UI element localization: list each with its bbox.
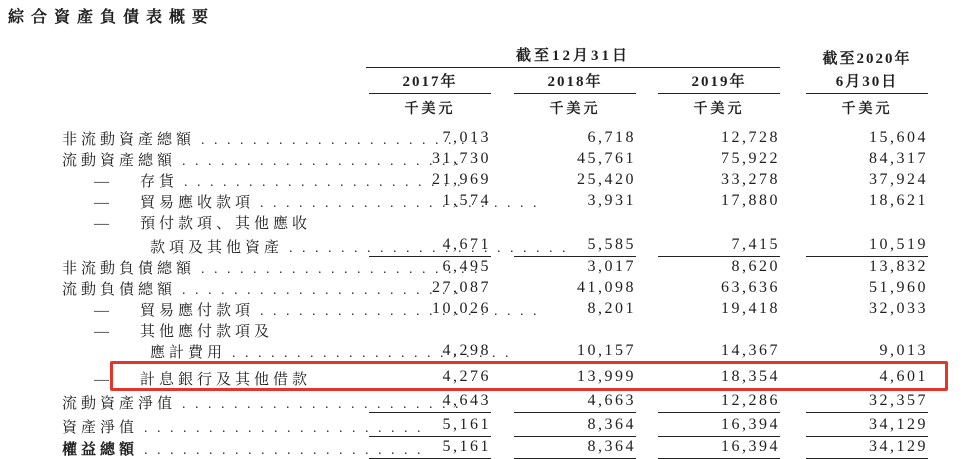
row-label: 其他應付款項及 <box>140 324 274 340</box>
header-row-group <box>0 44 928 68</box>
col-header-2020-line1: 截至2020年 <box>822 51 912 67</box>
cell-value: 10,026 <box>432 300 491 317</box>
dash-marker: — <box>94 372 109 388</box>
col-header-group-dec31: 截至12月31日 <box>366 44 780 68</box>
cell-value: 6,495 <box>442 258 491 275</box>
cell-value: 4,601 <box>806 368 928 389</box>
cell-value: 63,636 <box>721 279 781 296</box>
cell-value: 16,394 <box>658 416 780 437</box>
cell-value: 4,643 <box>369 392 491 413</box>
row-label: 貿易應付款項 <box>140 303 255 319</box>
row-label: 計息銀行及其他借款 <box>140 372 312 388</box>
cell-value: 27,087 <box>432 279 491 296</box>
cell-value: 18,621 <box>869 192 929 209</box>
table-row <box>0 341 928 362</box>
cell-value: 41,098 <box>577 279 636 296</box>
row-label: 非流動負債總額 <box>62 261 196 277</box>
dash-marker: — <box>94 216 109 232</box>
cell-value: 13,999 <box>514 368 636 389</box>
row-label: 應計費用 <box>150 345 227 361</box>
page-title: 綜合資產負債表概要 <box>8 9 216 26</box>
row-label: 存貨 <box>140 174 179 190</box>
cell-value: 37,924 <box>869 171 929 188</box>
cell-value: 17,880 <box>721 192 781 209</box>
cell-value: 7,013 <box>442 129 491 146</box>
table-row <box>0 257 928 278</box>
table-row <box>0 437 928 459</box>
cell-value: 7,415 <box>658 236 780 257</box>
cell-value: 34,129 <box>806 416 928 437</box>
cell-value: 5,161 <box>369 416 491 437</box>
row-label: 非流動資產總額 <box>62 132 196 148</box>
cell-value: 51,960 <box>869 279 929 296</box>
unit-label: 千美元 <box>549 102 601 117</box>
row-label: 預付款項、其他應收 <box>140 216 312 232</box>
cell-value: 4,276 <box>369 368 491 389</box>
dash-marker: — <box>94 324 109 340</box>
cell-value: 8,620 <box>731 258 781 275</box>
row-label: 資產淨值 <box>62 420 139 436</box>
row-label: 款項及其他資產 <box>150 240 284 256</box>
unit-label: 千美元 <box>404 102 456 117</box>
cell-value: 31,730 <box>432 150 491 167</box>
cell-value: 18,354 <box>658 368 780 389</box>
cell-value: 33,278 <box>721 171 781 188</box>
table-row <box>0 170 928 191</box>
dash-marker: — <box>94 195 109 211</box>
cell-value: 16,394 <box>658 438 780 459</box>
cell-value: 10,157 <box>577 342 636 359</box>
cell-value: 3,017 <box>587 258 636 275</box>
table-row <box>0 278 928 299</box>
cell-value: 14,367 <box>721 342 781 359</box>
cell-value: 15,604 <box>869 129 929 146</box>
table-row <box>0 299 928 320</box>
cell-value: 84,317 <box>869 150 929 167</box>
table-row <box>0 362 928 389</box>
row-label: 流動負債總額 <box>62 282 177 298</box>
cell-value: 9,013 <box>879 342 929 359</box>
cell-value: 4,663 <box>514 392 636 413</box>
table-row <box>0 212 928 233</box>
table-row <box>0 149 928 170</box>
table-row <box>0 389 928 413</box>
cell-value: 12,286 <box>658 392 780 413</box>
unit-label: 千美元 <box>693 102 745 117</box>
cell-value: 12,728 <box>721 129 781 146</box>
row-label: 貿易應收款項 <box>140 195 255 211</box>
cell-value: 34,129 <box>806 438 928 459</box>
cell-value: 1,574 <box>442 192 491 209</box>
cell-value: 8,364 <box>514 416 636 437</box>
balance-sheet-table <box>0 44 928 459</box>
cell-value: 75,922 <box>721 150 781 167</box>
table-row <box>0 413 928 437</box>
cell-value: 5,585 <box>514 236 636 257</box>
cell-value: 45,761 <box>577 150 636 167</box>
cell-value: 6,718 <box>587 129 636 146</box>
cell-value: 8,364 <box>514 438 636 459</box>
cell-value: 4,671 <box>369 236 491 257</box>
cell-value: 5,161 <box>369 438 491 459</box>
cell-value: 8,201 <box>587 300 636 317</box>
row-label: 權益總額 <box>62 442 139 458</box>
table-row <box>0 128 928 149</box>
cell-value: 4,298 <box>442 342 491 359</box>
cell-value: 32,033 <box>869 300 929 317</box>
unit-label: 千美元 <box>841 102 893 117</box>
table-row <box>0 191 928 212</box>
row-label: 流動資產總額 <box>62 153 177 169</box>
col-header-2019: 2019年 <box>658 70 780 94</box>
table-row <box>0 233 928 257</box>
cell-value: 13,832 <box>869 258 929 275</box>
cell-value: 21,969 <box>432 171 491 188</box>
table-row <box>0 320 928 341</box>
dash-marker: — <box>94 303 109 319</box>
cell-value: 3,931 <box>587 192 636 209</box>
col-header-2017: 2017年 <box>369 70 491 94</box>
row-label: 流動資產淨值 <box>62 396 177 412</box>
cell-value: 10,519 <box>806 236 928 257</box>
cell-value: 32,357 <box>806 392 928 413</box>
cell-value: 19,418 <box>721 300 781 317</box>
col-header-2018: 2018年 <box>514 70 636 94</box>
header-row-units <box>0 94 928 118</box>
dash-marker: — <box>94 174 109 190</box>
col-header-2020-line2: 6月30日 <box>806 70 928 94</box>
header-row-years <box>0 68 928 94</box>
cell-value: 25,420 <box>577 171 636 188</box>
